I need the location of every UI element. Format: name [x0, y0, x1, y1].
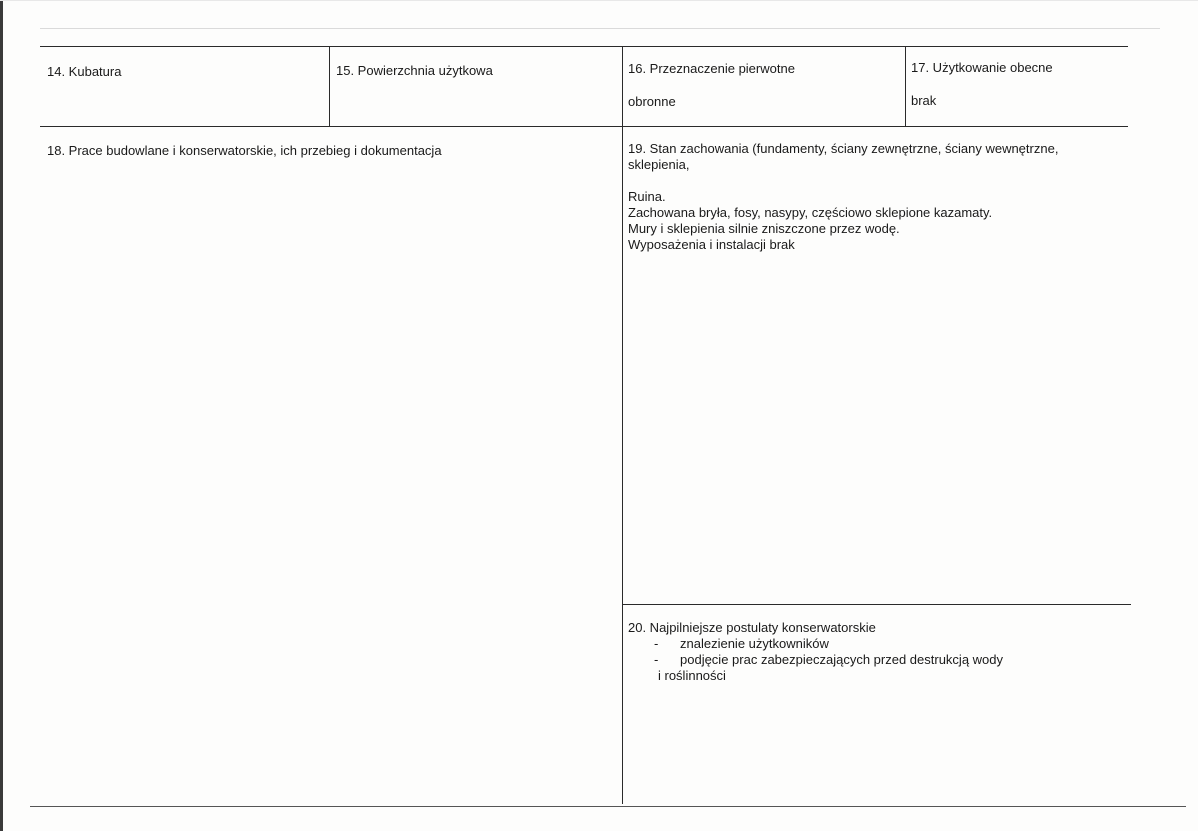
- field-19-line: Zachowana bryła, fosy, nasypy, częściowo sklepione kazamaty.: [628, 205, 993, 220]
- bullet-dash: -: [654, 652, 659, 667]
- field-20: [628, 620, 1003, 684]
- field-19-line: Mury i sklepienia silnie zniszczone przez wodę.: [628, 221, 900, 236]
- table-border-row1: [40, 126, 1128, 127]
- field-17-label: 17. Użytkowanie obecne: [911, 60, 1053, 75]
- table-border-top: [40, 46, 1128, 47]
- scan-edge-top: [0, 0, 1198, 1]
- field-19-label: 19. Stan zachowania (fundamenty, ściany zewnętrzne, ściany wewnętrzne,: [628, 141, 1059, 156]
- field-19-line: Wyposażenia i instalacji brak: [628, 237, 795, 252]
- list-item: [628, 636, 1003, 652]
- scan-line: [40, 28, 1160, 29]
- field-17-value: brak: [911, 93, 937, 108]
- bullet-dash: -: [654, 636, 659, 651]
- scan-edge: [0, 0, 3, 831]
- field-19-line: Ruina.: [628, 189, 666, 204]
- bullet-continuation: i roślinności: [658, 668, 726, 683]
- bullet-text: podjęcie prac zabezpieczających przed destrukcją wody: [680, 652, 1004, 667]
- field-18-label: 18. Prace budowlane i konserwatorskie, ich przebieg i dokumentacja: [47, 143, 442, 158]
- field-16-label: 16. Przeznaczenie pierwotne: [628, 61, 795, 76]
- bullet-text: znalezienie użytkowników: [680, 636, 829, 651]
- field-20-label: 20. Najpilniejsze postulaty konserwatorskie: [628, 620, 876, 635]
- cell-divider: [905, 46, 906, 127]
- field-19-label-cont: sklepienia,: [628, 157, 690, 172]
- scan-artifact: [14, 6, 36, 20]
- field-14-label: 14. Kubatura: [47, 64, 122, 79]
- field-19: [628, 141, 1058, 253]
- table-border-bottom: [30, 806, 1186, 807]
- field-16-value: obronne: [628, 94, 676, 109]
- column-divider: [622, 46, 623, 804]
- field-15-label: 15. Powierzchnia użytkowa: [336, 63, 493, 78]
- list-item: [628, 652, 1003, 668]
- cell-divider: [329, 46, 330, 127]
- table-border-row3: [622, 604, 1131, 605]
